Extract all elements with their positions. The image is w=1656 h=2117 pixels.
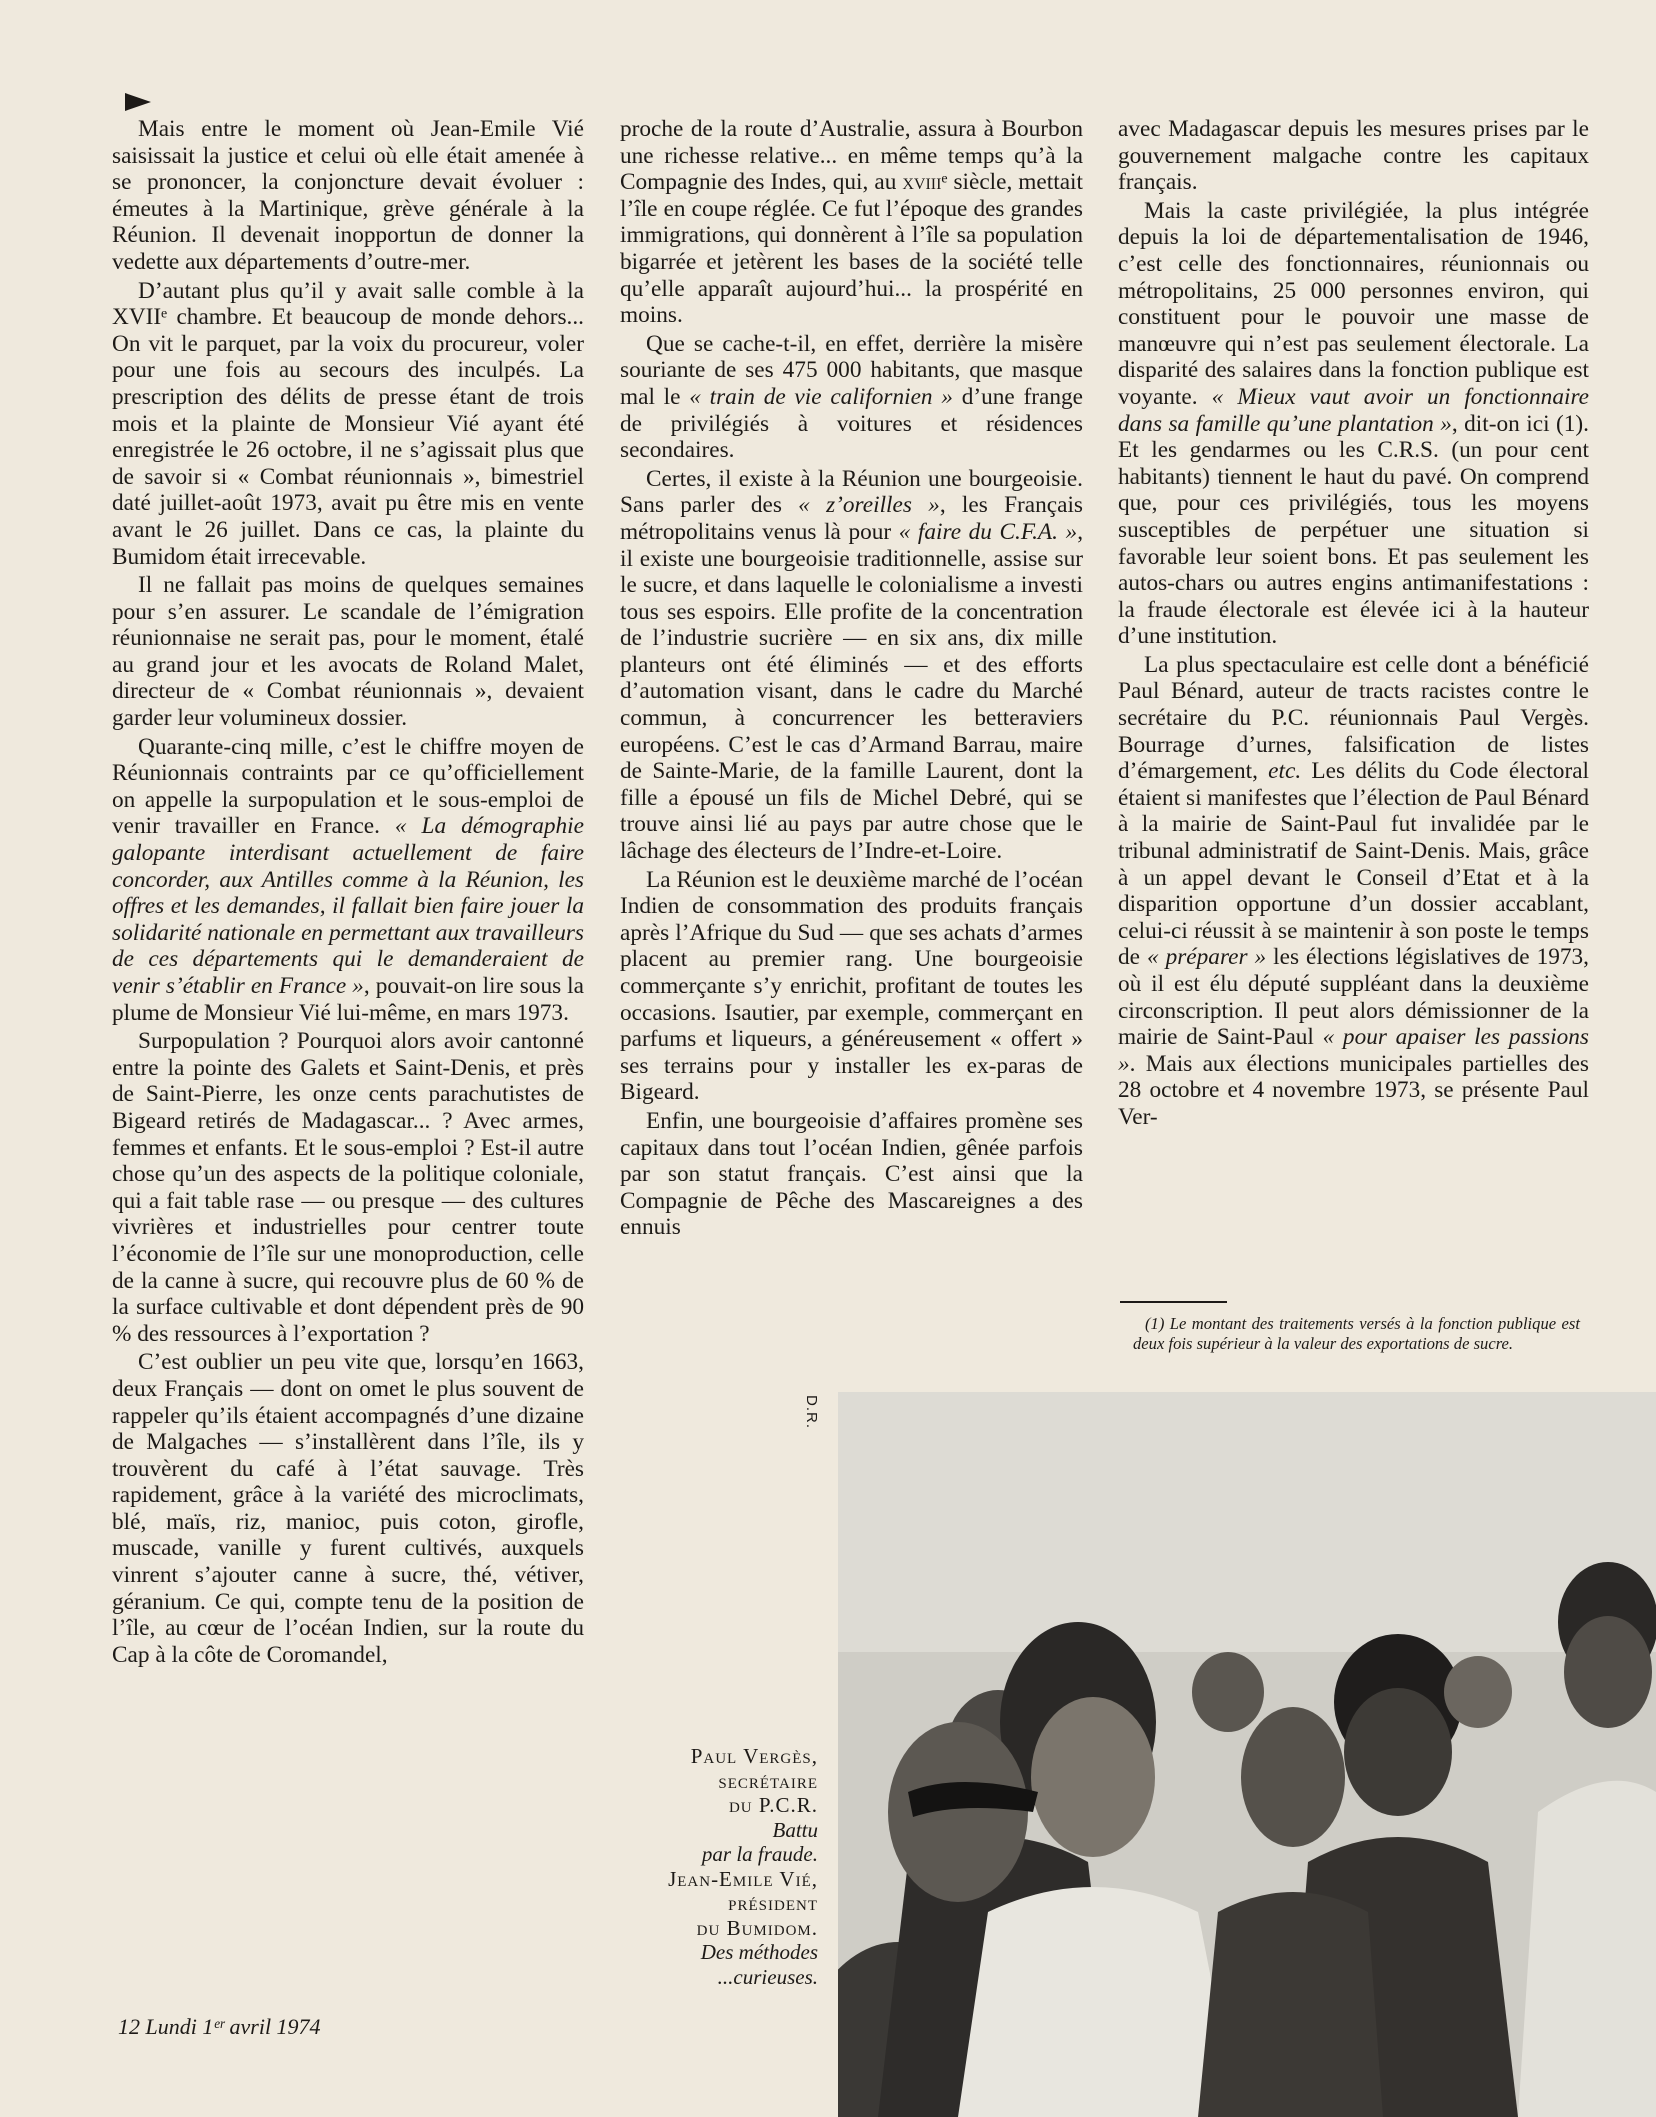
footnote: (1) Le montant des traitements versés à la fonction publique est deux fois supérieur à la valeur des exportations de sucre. <box>1133 1314 1580 1353</box>
paragraph <box>620 116 1083 329</box>
text-run: La plus spectaculaire est celle dont a bénéficié Paul Bénard, auteur de tracts racistes contre le secrétaire du P.C. réunionnais Paul Vergès. Bourrage d’urnes, falsification de listes d’émargement, <box>1118 651 1589 785</box>
quotation: « La démographie galopante interdisant actuellement de faire concorder, aux Antilles comme à la Réunion, les offres et les demandes, il fallait bien faire jouer la solidarité nationale en permettant aux travailleurs de ces départements qui le demanderaient de venir s’établir en France » <box>112 813 584 999</box>
paragraph: Il ne fallait pas moins de quelques semaines pour s’en assurer. Le scandale de l’émigration réunionnaise ne serait pas, pour le moment, étalé au grand jour et les avocats de Roland Malet, directeur de « Combat réunionnais », devaient garder leur volumineux dossier. <box>112 572 584 732</box>
paragraph <box>620 331 1083 464</box>
caption-line: président <box>728 1891 818 1915</box>
quotation: « z’oreilles » <box>798 492 940 519</box>
paragraph <box>112 734 584 1027</box>
text-column-2 <box>620 116 1083 1241</box>
paragraph <box>620 466 1083 865</box>
news-photo <box>838 1392 1656 2117</box>
text-run: , pouvait-on lire sous la plume de Monsieur Vié lui-même, en mars 1973. <box>112 973 584 1026</box>
paragraph: avec Madagascar depuis les mesures prises par le gouvernement malgache contre les capitaux français. <box>1118 116 1589 196</box>
caption-line: par la fraude. <box>701 1842 818 1866</box>
paragraph <box>1118 652 1589 1131</box>
text-run: , les Français métropolitains venus là pour <box>620 492 1083 545</box>
continuation-arrow-icon <box>125 93 151 111</box>
text-column-3 <box>1118 116 1589 1131</box>
century-numeral: xviiiᵉ <box>902 169 948 196</box>
text-run: Les délits du Code électoral étaient si manifestes que l’élection de Paul Bénard à la mairie de Saint-Paul fut invalidée par le tribunal administratif de Saint-Denis. Mais, grâce à un appel devant le Conseil d’Etat et à la disparition opportune d’un dossier accablant, celui-ci réussit à se maintenir à son poste le temps de <box>1118 758 1590 971</box>
footnote-rule <box>1120 1301 1227 1303</box>
text-run: proche de la route d’Australie, assura à Bourbon une richesse relative... en même temps qu’à la Compagnie des Indes, qui, au <box>620 116 1083 196</box>
text-run: d’une frange de privilégiés à voitures et résidences secondaires. <box>620 383 1083 464</box>
paragraph <box>1118 198 1589 650</box>
page-folio: 12 Lundi 1ᵉʳ avril 1974 <box>118 2014 321 2039</box>
caption-line: secrétaire <box>718 1768 818 1793</box>
caption-line: Battu <box>772 1817 818 1842</box>
paragraph: Enfin, une bourgeoisie d’affaires promène ses capitaux dans tout l’océan Indien, gênée parfois par son statut français. C’est ainsi que la Compagnie de Pêche des Mascareignes a des ennuis <box>620 1107 1083 1241</box>
photo-credit: D.R. <box>803 1395 820 1429</box>
abbreviation: etc. <box>1268 758 1302 785</box>
caption-line: du P.C.R. <box>728 1793 818 1817</box>
caption-line: Jean-Emile Vié, <box>668 1866 818 1891</box>
paragraph: Mais entre le moment où Jean-Emile Vié saisissait la justice et celui où elle était amenée à se prononcer, la conjoncture devait évoluer : émeutes à la Martinique, grève générale à la Réunion. Il devenait inopportun de donner la vedette aux départements d’outre-mer. <box>112 116 584 275</box>
paragraph: Surpopulation ? Pourquoi alors avoir cantonné entre la pointe des Galets et Saint-Denis, et près de Saint-Pierre, les onze cents parachutistes de Bigeard retirés de Madagascar... ? Avec armes, femmes et enfants. Et le sous-emploi ? Est-il autre chose qu’un des aspects de la politique coloniale, qui a fait table rase — ou presque — des cultures vivrières et industrielles pour centrer toute l’économie de l’île sur une monoproduction, celle de la canne à sucre, qui recouvre plus de 60 % de la surface cultivable et dont dépendent près de 90 % des ressources à l’exportation ? <box>112 1028 584 1347</box>
quotation: « train de vie californien » <box>689 383 953 410</box>
paragraph: La Réunion est le deuxième marché de l’océan Indien de consommation des produits français après l’Afrique du Sud — que ses achats d’armes placent au premier rang. Une bourgeoisie commerçante s’y enrichit, profitant de toutes les occasions. Isautier, par exemple, commerçant en parfums et liqueurs, a généreusement « offert » ses terrains pour y installer les ex-paras de Bigeard. <box>620 866 1083 1106</box>
caption-line: ...curieuses. <box>717 1964 818 1989</box>
text-run: les élections législatives de 1973, où il est élu député suppléant dans la deuxième circonscription. Il peut alors démissionner de la mairie de Saint-Paul <box>1118 944 1589 1051</box>
text-run: Que se cache-t-il, en effet, derrière la misère souriante de ses 475 000 habitants, que masque mal le <box>620 330 1083 410</box>
quotation: « faire du C.F.A. » <box>898 518 1078 545</box>
caption-line: Des méthodes <box>700 1940 818 1964</box>
caption-line: du Bumidom. <box>696 1915 818 1940</box>
quotation: « pour apaiser les passions » <box>1118 1024 1589 1077</box>
paragraph: C’est oublier un peu vite que, lorsqu’en 1663, deux Français — dont on omet le plus souvent de rappeler qu’ils étaient accompagnés d’une dizaine de Malgaches — s’installèrent dans l’île, ils y trouvèrent du café à l’état sauvage. Très rapidement, grâce à la variété des microclimats, blé, maïs, riz, manioc, puis coton, girofle, muscade, vanille y furent cultivés, auxquels vinrent s’ajouter canne à sucre, thé, vétiver, géranium. Ce qui, compte tenu de la position de l’île, au cœur de l’océan Indien, sur la route du Cap à la côte de Coromandel, <box>112 1349 584 1668</box>
paragraph: D’autant plus qu’il y avait salle comble à la XVIIᵉ chambre. Et beaucoup de monde dehors... On vit le parquet, par la voix du procureur, voler pour une fois au secours des inculpés. La prescription des délits de presse étant de trois mois et la plainte de Monsieur Vié ayant été enregistrée le 26 octobre, il ne s’agissait plus que de savoir si « Combat réunionnais », bimestriel daté juillet-août 1973, avait pu être mis en vente avant le 26 juillet. Dans ce cas, la plainte du Bumidom était irrecevable. <box>112 277 584 570</box>
text-run: Quarante-cinq mille, c’est le chiffre moyen de Réunionnais contraints par ce qu’officiellement on appelle la surpopulation et le sous-emploi de venir travailler en France. <box>112 733 584 840</box>
text-run: siècle, mettait l’île en coupe réglée. Ce fut l’époque des grandes immigrations, qui donnèrent à l’île sa population bigarrée et jetèrent les bases de la société telle qu’elle apparaît aujourd’hui... la prospérité en moins. <box>620 169 1083 329</box>
text-column-1 <box>112 116 584 1668</box>
text-run: . Mais aux élections municipales partielles des 28 octobre et 4 novembre 1973, se présente Paul Ver- <box>1118 1050 1589 1130</box>
quotation: « préparer » <box>1146 944 1267 971</box>
photo-caption <box>612 1744 818 1989</box>
text-run: , il existe une bourgeoisie traditionnelle, assise sur le sucre, et dans laquelle le colonialisme a investi tous ses espoirs. Elle profite de la concentration de l’industrie sucrière — en six ans, dix mille planteurs ont été éliminés — et des efforts d’automation visant, dans le cadre du Marché commun, à concurrencer les betteraviers européens. C’est le cas d’Armand Barrau, maire de Sainte-Marie, de la famille Laurent, dont la fille a épousé un fils de Michel Debré, qui se trouve ainsi lié au pays par autre chose que le lâchage des électeurs de l’Indre-et-Loire. <box>620 518 1084 865</box>
text-run: Certes, il existe à la Réunion une bourgeoisie. Sans parler des <box>620 465 1083 519</box>
quotation: « Mieux vaut avoir un fonctionnaire dans sa famille qu’une plantation » <box>1118 383 1589 437</box>
text-run: Mais la caste privilégiée, la plus intégrée depuis la loi de départementalisation de 1946, c’est celle des fonctionnaires, réunionnais ou métropolitains, 25 000 personnes environ, qui constituent pour le pouvoir une masse de manœuvre qui n’est pas seulement électorale. La disparité des salaires dans la fonction publique est voyante. <box>1118 197 1589 410</box>
caption-line: Paul Vergès, <box>690 1744 818 1768</box>
text-run: , dit-on ici (1). Et les gendarmes ou les C.R.S. (un pour cent habitants) tiennent le haut du pavé. On comprend que, pour ces privilégiés, tous les moyens susceptibles de perpétuer une situation si favorable leur soient bons. Et pas seulement les autos-chars ou autres engins antimanifestations : la fraude électorale est élevée ici à la hauteur d’une institution. <box>1118 410 1589 650</box>
